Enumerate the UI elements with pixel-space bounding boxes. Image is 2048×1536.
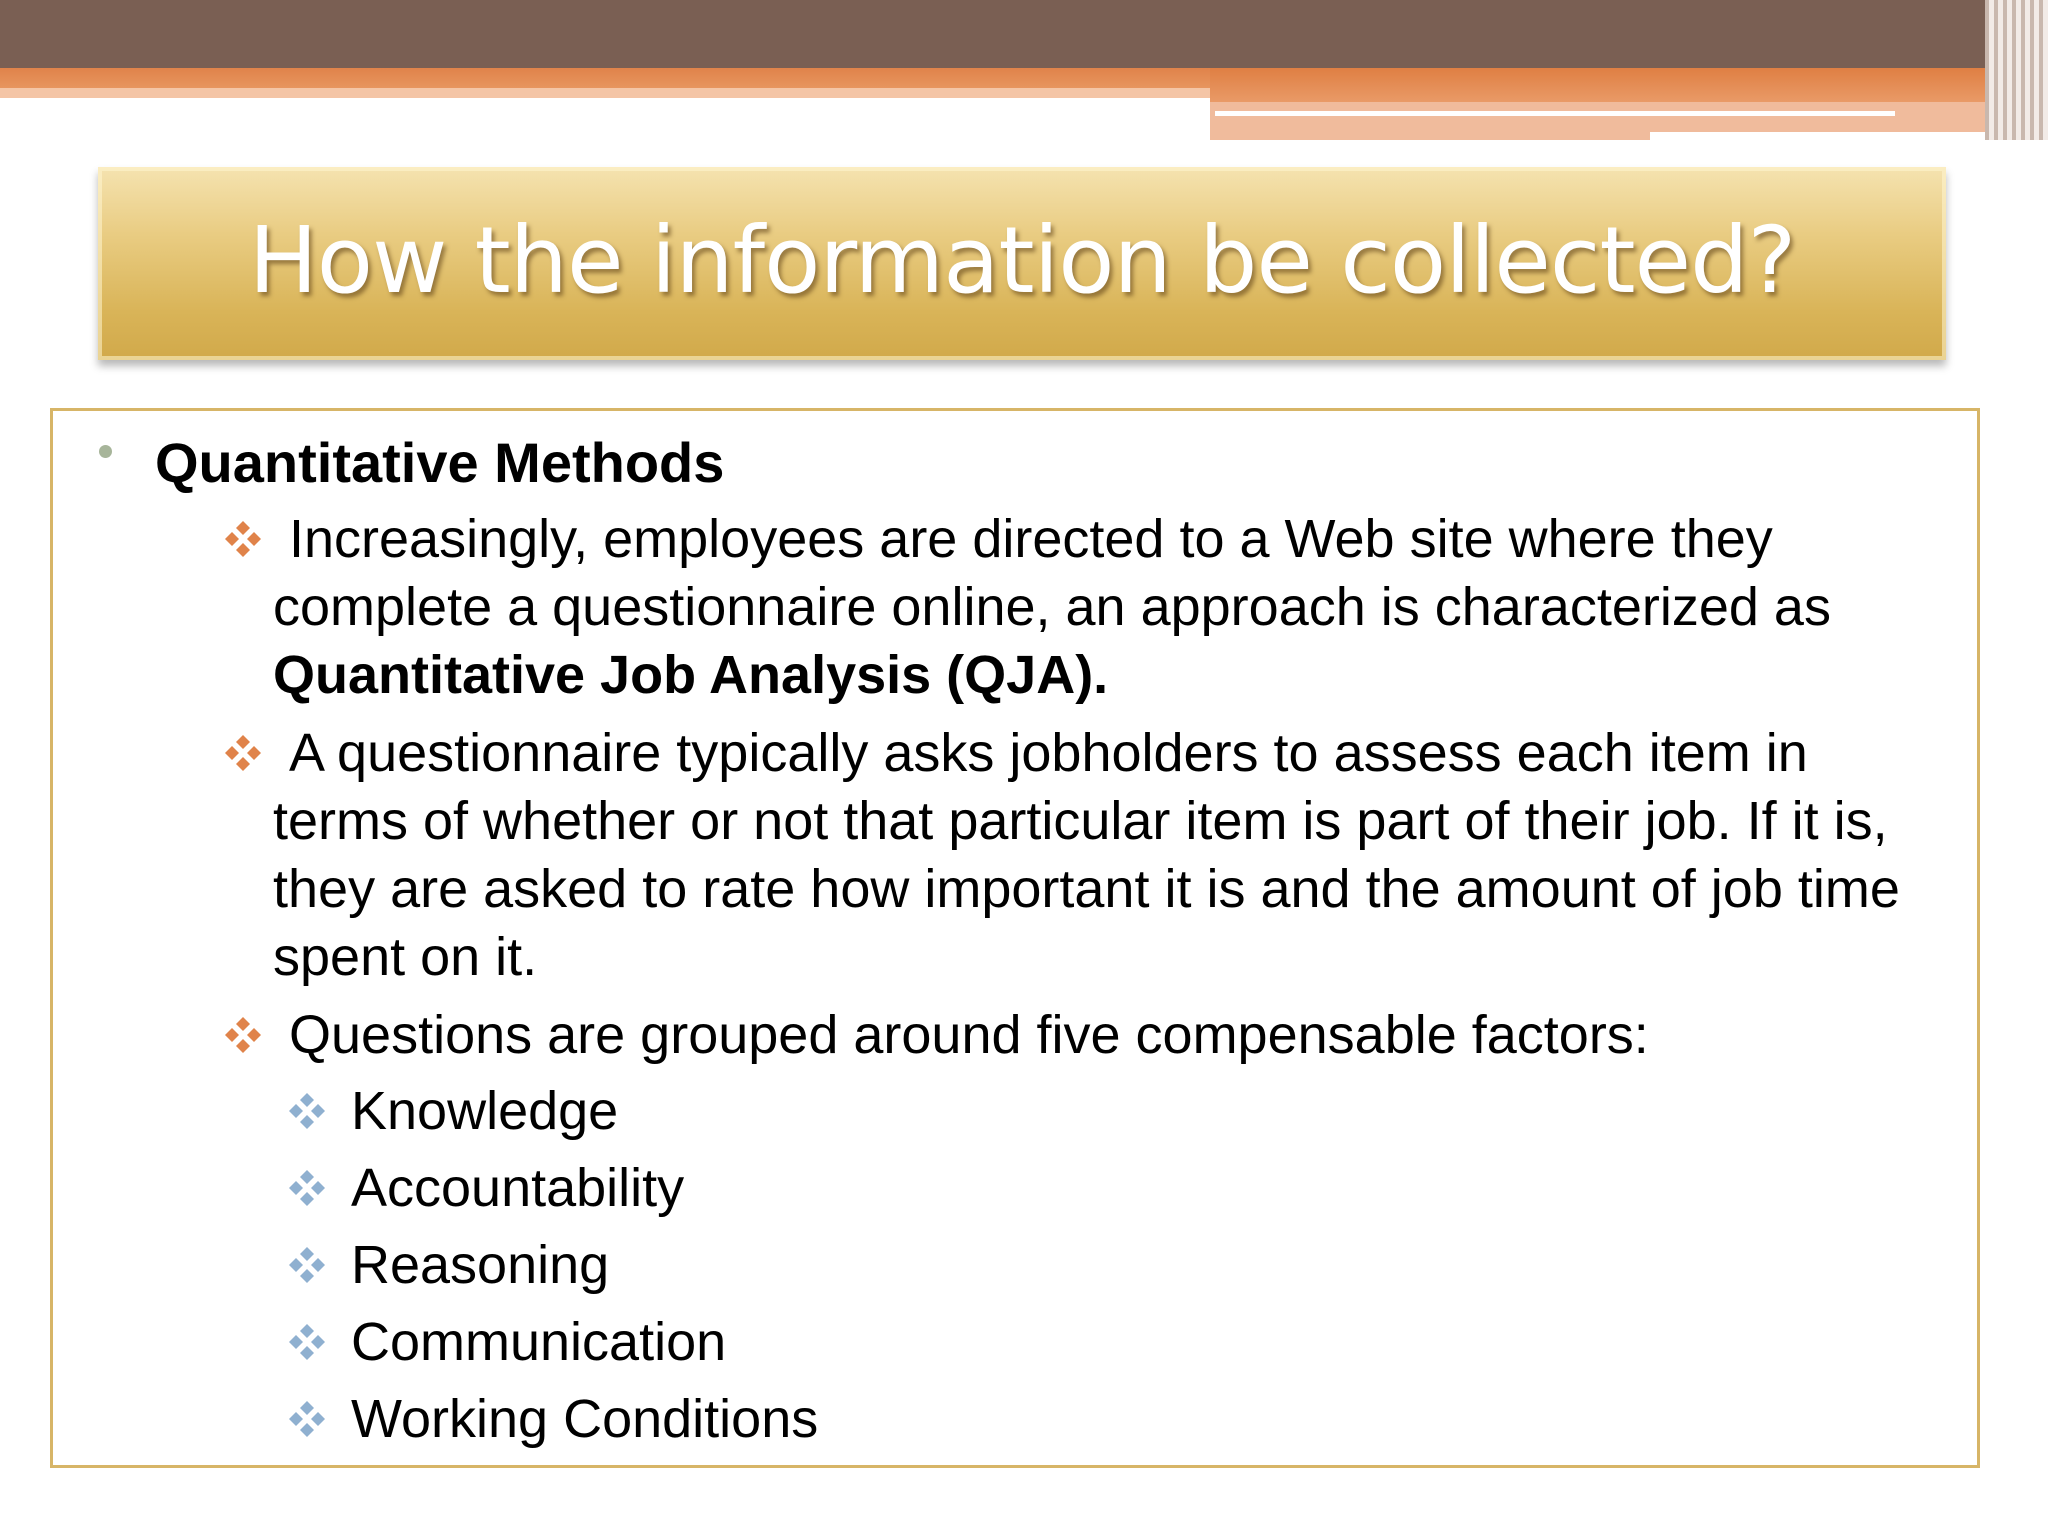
four-diamond-icon [221,731,265,775]
content-box [50,408,1980,1468]
factor-item [285,1231,609,1299]
factor-item [285,1308,726,1376]
header-stripes [1985,0,2048,140]
four-diamond-icon [285,1166,329,1210]
list-item-text-line1: A questionnaire typically asks jobholders to assess each item in [289,723,1808,783]
list-item-text-line1: Questions are grouped around five compensable factors: [289,1005,1649,1065]
header-accent-left-thin [0,88,1210,98]
four-diamond-icon [221,517,265,561]
section-heading: Quantitative Methods [155,431,725,494]
factor-item [285,1154,684,1222]
four-diamond-icon [285,1243,329,1287]
factor-item [285,1077,618,1145]
dot-bullet-icon [99,445,112,458]
list-item [221,719,1961,991]
header-divider-line-2 [1650,132,1990,140]
list-item-text-line1: Increasingly, employees are directed to a Web site where they [289,509,1773,569]
header-accent-left [0,68,1210,88]
four-diamond-icon [221,1013,265,1057]
factor-item [285,1385,818,1453]
factor-label: Knowledge [351,1081,619,1141]
four-diamond-icon [285,1397,329,1441]
four-diamond-icon [285,1089,329,1133]
factor-label: Working Conditions [351,1389,819,1449]
list-item [221,505,1961,709]
list-item-text-rest: complete a questionnaire online, an approach is characterized as [273,577,1831,637]
header-accent-right [1210,68,1990,102]
factor-label: Accountability [351,1158,685,1218]
four-diamond-icon [285,1320,329,1364]
header-divider-line [1215,111,1895,116]
list-item [221,1001,1961,1069]
slide-title: How the information be collected? [248,207,1796,314]
factor-label: Communication [351,1312,727,1372]
list-item-bold-term: Quantitative Job Analysis (QJA). [273,645,1109,705]
header-band [0,0,2048,68]
title-banner [98,167,1946,360]
factor-label: Reasoning [351,1235,610,1295]
list-item-text-rest: terms of whether or not that particular item is part of their job. If it is, they are asked to rate how important it is and the amount of job time spent on it. [273,791,1900,987]
